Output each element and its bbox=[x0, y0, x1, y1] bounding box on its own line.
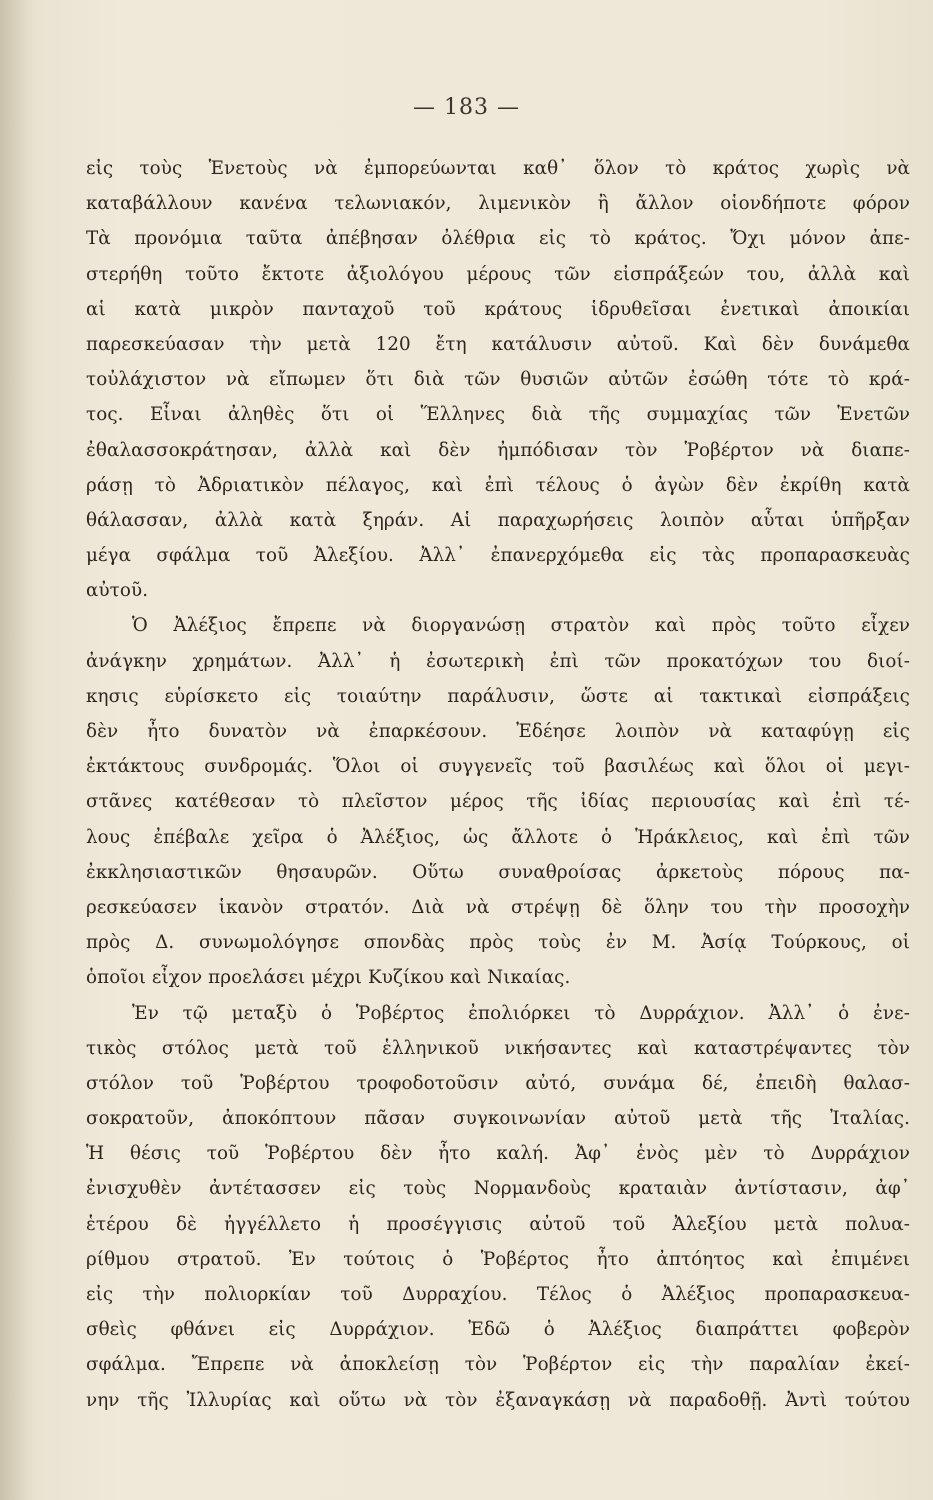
text-line: σοκρατοῦν, ἀποκόπτουν πᾶσαν συγκοινωνίαν αὐτοῦ μετὰ τῆς Ἰταλίας. bbox=[86, 1108, 910, 1130]
text-line: καταβάλλουν κανένα τελωνιακόν, λιμενικὸν ἢ ἄλλον οἱονδήποτε φόρον bbox=[86, 193, 910, 215]
page-gutter-shadow bbox=[0, 0, 30, 1500]
text-line: Ὁ Ἀλέξιος ἔπρεπε νὰ διοργανώσῃ στρατὸν καὶ πρὸς τοῦτο εἶχεν bbox=[132, 615, 910, 637]
text-line: τικὸς στόλος μετὰ τοῦ ἑλληνικοῦ νικήσαντες καὶ καταστρέψαντες τὸν bbox=[86, 1037, 910, 1059]
text-line: ὁποῖοι εἶχον προελάσει μέχρι Κυζίκου καὶ Νικαίας. bbox=[86, 967, 571, 989]
text-line: ἑτέρου δὲ ἠγγέλλετο ἡ προσέγγισις αὐτοῦ τοῦ Ἀλεξίου μετὰ πολυα- bbox=[86, 1213, 910, 1235]
text-line: ἐνισχυθὲν ἀντέτασσεν εἰς τοὺς Νορμανδοὺς κραταιὰν ἀντίστασιν, ἀφ᾿ bbox=[86, 1178, 910, 1200]
text-line: δὲν ἦτο δυνατὸν νὰ ἐπαρκέσουν. Ἐδέησε λοιπὸν νὰ καταφύγῃ εἰς bbox=[86, 721, 910, 742]
text-line: αὐτοῦ. bbox=[86, 580, 149, 602]
text-line: ρεσκεύασεν ἱκανὸν στρατόν. Διὰ νὰ στρέψῃ δὲ ὅλην του τὴν προσοχὴν bbox=[86, 896, 910, 918]
text-line: νην τῆς Ἰλλυρίας καὶ οὕτω νὰ τὸν ἐξαναγκάσῃ νὰ παραδοθῇ. Ἀντὶ τούτου bbox=[86, 1389, 910, 1411]
text-line: ἐκκλησιαστικῶν θησαυρῶν. Οὕτω συναθροίσας ἀρκετοὺς πόρους πα- bbox=[86, 861, 910, 883]
text-line: Τὰ προνόμια ταῦτα ἀπέβησαν ὀλέθρια εἰς τὸ κράτος. Ὄχι μόνον ἀπε- bbox=[86, 228, 910, 250]
text-line: μέγα σφάλμα τοῦ Ἀλεξίου. Ἀλλ᾿ ἐπανερχόμεθα εἰς τὰς προπαρασκευὰς bbox=[86, 545, 910, 567]
text-line: ράσῃ τὸ Ἀδριατικὸν πέλαγος, καὶ ἐπὶ τέλους ὁ ἀγὼν δὲν ἐκρίθη κατὰ bbox=[86, 474, 910, 496]
text-line: σθεὶς φθάνει εἰς Δυρράχιον. Ἐδῶ ὁ Ἀλέξιος διαπράττει φοβερὸν bbox=[86, 1319, 910, 1341]
text-line: πρὸς Δ. συνωμολόγησε σπονδὰς πρὸς τοὺς ἐν Μ. Ἀσίᾳ Τούρκους, οἱ bbox=[86, 932, 910, 954]
text-line: θάλασσαν, ἀλλὰ κατὰ ξηράν. Αἱ παραχωρήσεις λοιπὸν αὗται ὑπῆρξαν bbox=[86, 509, 910, 531]
text-line: παρεσκεύασαν τὴν μετὰ 120 ἔτη κατάλυσιν αὐτοῦ. Καὶ δὲν δυνάμεθα bbox=[86, 333, 910, 355]
text-line: τος. Εἶναι ἀληθὲς ὅτι οἱ Ἕλληνες διὰ τῆς συμμαχίας τῶν Ἑνετῶν bbox=[86, 404, 910, 426]
text-line: στερήθη τοῦτο ἔκτοτε ἀξιολόγου μέρους τῶν εἰσπράξεών του, ἀλλὰ καὶ bbox=[86, 263, 910, 285]
text-line: ἐθαλασσοκράτησαν, ἀλλὰ καὶ δὲν ἠμπόδισαν τὸν Ῥοβέρτον νὰ διαπε- bbox=[86, 439, 910, 461]
text-line: Ἐν τῷ μεταξὺ ὁ Ῥοβέρτος ἐπολιόρκει τὸ Δυρράχιον. Ἀλλ᾿ ὁ ἐνε- bbox=[132, 1002, 910, 1024]
text-line: εἰς τὴν πολιορκίαν τοῦ Δυρραχίου. Τέλος ὁ Ἀλέξιος προπαρασκευα- bbox=[86, 1284, 910, 1305]
text-line: σφάλμα. Ἔπρεπε νὰ ἀποκλείσῃ τὸν Ῥοβέρτον εἰς τὴν παραλίαν ἐκεί- bbox=[86, 1354, 910, 1376]
text-line: τοὐλάχιστον νὰ εἴπωμεν ὅτι διὰ τῶν θυσιῶν αὐτῶν ἐσώθη τότε τὸ κρά- bbox=[86, 369, 910, 391]
page-number: — 183 — bbox=[413, 95, 520, 120]
text-line: ἐκτάκτους συνδρομάς. Ὅλοι οἱ συγγενεῖς τοῦ βασιλέως καὶ ὅλοι οἱ μεγι- bbox=[86, 756, 910, 778]
text-line: κησις εὑρίσκετο εἰς τοιαύτην παράλυσιν, ὥστε αἱ τακτικαὶ εἰσπράξεις bbox=[86, 685, 910, 707]
text-line: στᾶνες κατέθεσαν τὸ πλεῖστον μέρος τῆς ἰδίας περιουσίας καὶ ἐπὶ τέ- bbox=[86, 791, 910, 813]
text-line: αἱ κατὰ μικρὸν πανταχοῦ τοῦ κράτους ἱδρυθεῖσαι ἐνετικαὶ ἀποικίαι bbox=[86, 298, 910, 320]
text-line: ἀνάγκην χρημάτων. Ἀλλ᾿ ἡ ἐσωτερικὴ ἐπὶ τῶν προκατόχων του διοί- bbox=[86, 650, 910, 672]
body-text bbox=[86, 151, 910, 1418]
text-line: Ἡ θέσις τοῦ Ῥοβέρτου δὲν ἦτο καλή. Ἀφ᾿ ἑνὸς μὲν τὸ Δυρράχιον bbox=[86, 1143, 910, 1165]
text-line: λους ἐπέβαλε χεῖρα ὁ Ἀλέξιος, ὡς ἄλλοτε ὁ Ἡράκλειος, καὶ ἐπὶ τῶν bbox=[86, 826, 910, 848]
text-line: ρίθμου στρατοῦ. Ἐν τούτοις ὁ Ῥοβέρτος ἦτο ἀπτόητος καὶ ἐπιμένει bbox=[86, 1248, 910, 1270]
text-line: στόλον τοῦ Ῥοβέρτου τροφοδοτοῦσιν αὐτό, συνάμα δέ, ἐπειδὴ θαλασ- bbox=[86, 1072, 910, 1094]
text-line: εἰς τοὺς Ἑνετοὺς νὰ ἐμπορεύωνται καθ᾿ ὅλον τὸ κράτος χωρὶς νὰ bbox=[86, 158, 910, 179]
